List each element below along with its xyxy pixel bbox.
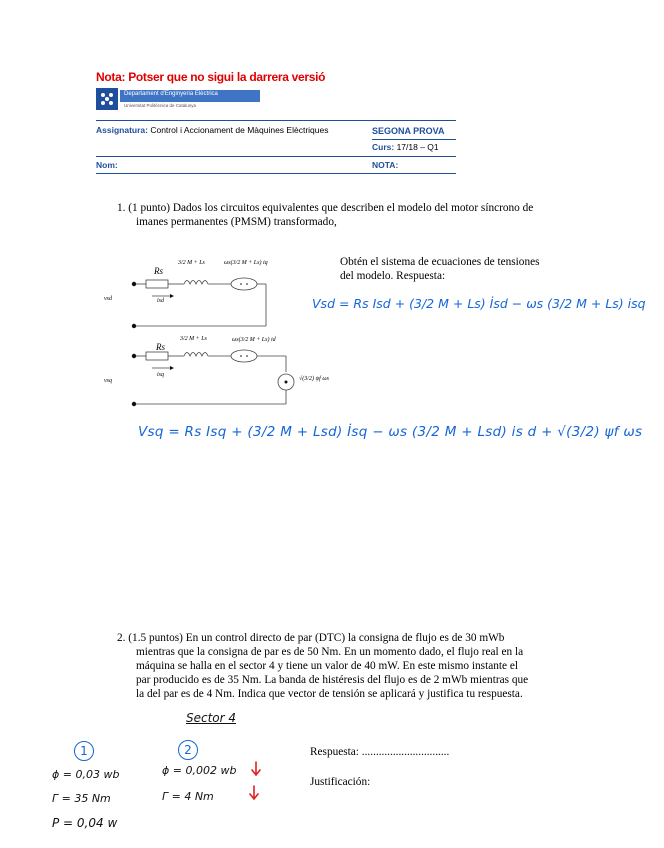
- upc-logo: [96, 88, 260, 110]
- header-rule-mid: [372, 139, 456, 140]
- hw-case2-torque: Γ = 4 Nm: [162, 790, 214, 803]
- q1-instruction-2: del modelo. Respuesta:: [340, 270, 446, 282]
- d-source-label: ωs(3/2 M + Ls) iq: [224, 260, 268, 266]
- q1-line2: imanes permanentes (PMSM) transformado,: [136, 216, 337, 228]
- respuesta-field: Respuesta: ...............................: [310, 746, 450, 758]
- q-current-label: isq: [157, 372, 165, 378]
- q2-line-3: par producido es de 35 Nm. La banda de histéresis del flujo es de 2 mWb mientras que: [136, 674, 529, 686]
- q-inductance-label: 3/2 M + Ls: [180, 336, 207, 342]
- d-voltage-label: vsd: [104, 296, 112, 302]
- nom-label: Nom:: [96, 160, 118, 170]
- assignatura-row: [96, 125, 328, 135]
- q-source-label: ωs(3/2 M + Ls) id: [232, 337, 276, 343]
- q-voltage-label: vsq: [104, 378, 112, 384]
- hw-case2-number: 2: [178, 740, 198, 760]
- nota-label: NOTA:: [372, 160, 399, 170]
- hw-case1-power: P = 0,04 w: [52, 816, 118, 830]
- header-rule-top: [96, 120, 456, 121]
- header-rule-bottom: [96, 173, 456, 174]
- hw-case1-number: 1: [74, 741, 94, 761]
- d-current-label: isd: [157, 298, 165, 304]
- red-down-arrows-icon: [248, 760, 264, 808]
- curs-row: [372, 142, 439, 152]
- q-flux-source-label: √(3/2) ψf ωs: [299, 376, 329, 382]
- d-inductance-label: 3/2 M + Ls: [178, 260, 205, 266]
- pmsm-circuits: [96, 248, 326, 412]
- curs-value: 17/18 – Q1: [396, 142, 439, 152]
- assignatura-value: Control i Accionament de Màquines Elèctriques: [150, 125, 329, 135]
- hw-case1-torque: Γ = 35 Nm: [52, 792, 111, 805]
- answer-vsq: Vsq = Rs Isq + (3/2 M + Lsd) İsq − ωs (3/2 M + Lsd) is d + √(3/2) ψf ωs: [138, 424, 643, 440]
- assignatura-label: Assignatura:: [96, 125, 148, 135]
- logo-university: Universitat Politècnica de Catalunya: [124, 103, 197, 108]
- hw-sector: Sector 4: [186, 711, 237, 725]
- hw-case1-flux: ϕ = 0,03 wb: [52, 768, 120, 781]
- curs-label: Curs:: [372, 142, 395, 152]
- justificacion-label: Justificación:: [310, 776, 371, 788]
- q2-line-1: mientras que la consigna de par es de 50 Nm. En un momento dado, el flujo real en la: [136, 646, 524, 658]
- logo-department: Departament d'Enginyeria Elèctrica: [124, 91, 218, 97]
- q1-instruction-1: Obtén el sistema de ecuaciones de tensiones: [340, 256, 540, 268]
- d-rs-label: Rs: [154, 266, 163, 276]
- q-rs-label: Rs: [156, 342, 165, 352]
- q2-line-4: la del par es de 4 Nm. Indica que vector de tensión se aplicará y justifica tu respuesta.: [136, 688, 523, 700]
- q2-line-2: máquina se halla en el sector 4 y tiene un valor de 40 mW. En este mismo instante el: [136, 660, 519, 672]
- header-rule-2: [96, 156, 456, 157]
- answer-vsd: Vsd = Rs Isd + (3/2 M + Ls) İsd − ωs (3/2 M + Ls) isq: [312, 296, 646, 311]
- version-note: Nota: Potser que no sigui la darrera versió: [96, 70, 326, 84]
- q2-line-0: 2. (1.5 puntos) En un control directo de par (DTC) la consigna de flujo es de 30 mWb: [117, 632, 505, 644]
- q1-line1: 1. (1 punto) Dados los circuitos equivalentes que describen el modelo del motor síncrono de: [117, 202, 534, 214]
- exam-type: SEGONA PROVA: [372, 126, 445, 136]
- hw-case2-flux: ϕ = 0,002 wb: [162, 764, 237, 777]
